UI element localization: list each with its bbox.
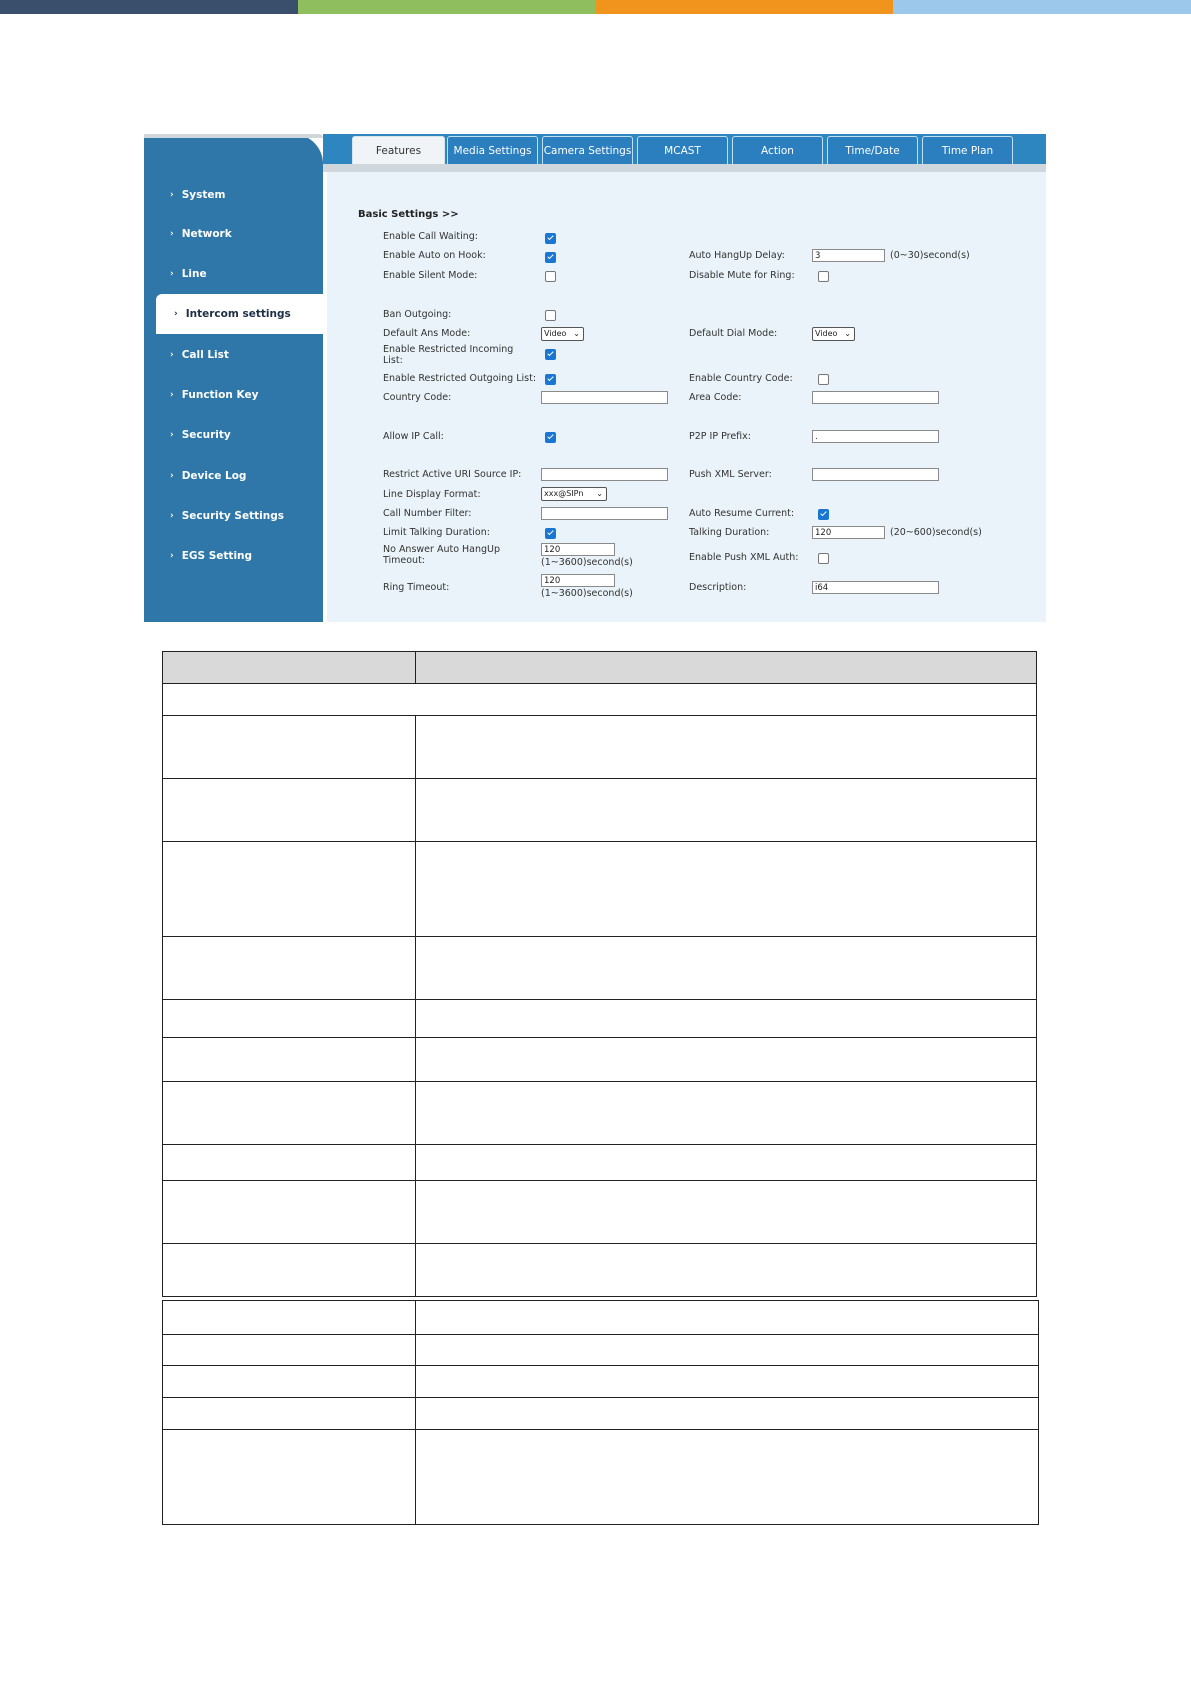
table-section-row	[163, 684, 1037, 716]
line-display-format-select[interactable]	[541, 487, 607, 501]
table-cell	[416, 842, 1037, 937]
p2p-ip-prefix-input[interactable]: .	[812, 430, 939, 443]
sidebar-item-network[interactable]	[144, 214, 323, 254]
table-row	[163, 1244, 1037, 1297]
chevron-right-icon: ›	[170, 511, 174, 521]
table-cell	[163, 779, 416, 842]
tab-action[interactable]: Action	[732, 136, 823, 164]
sidebar-item-intercom-settings[interactable]	[156, 294, 323, 334]
table-cell	[163, 716, 416, 779]
enable-call-waiting-label: Enable Call Waiting:	[383, 231, 478, 242]
push-xml-server-input[interactable]	[812, 468, 939, 481]
default-ans-mode-select[interactable]	[541, 327, 584, 341]
tab-features[interactable]: Features	[352, 136, 445, 164]
enable-country-code-label: Enable Country Code:	[689, 373, 793, 384]
area-code-label: Area Code:	[689, 392, 742, 403]
enable-restricted-outgoing-checkbox[interactable]	[545, 374, 556, 385]
sidebar-item-label: EGS Setting	[181, 550, 253, 562]
tab-underline	[323, 164, 1046, 172]
line-display-format-label: Line Display Format:	[383, 489, 481, 500]
sidebar-item-label: System	[181, 189, 226, 201]
chevron-down-icon: ⌄	[596, 489, 603, 498]
sidebar-item-label: Function Key	[181, 389, 259, 401]
chevron-right-icon: ›	[170, 430, 174, 440]
talking-duration-label: Talking Duration:	[689, 527, 770, 538]
chevron-right-icon: ›	[170, 269, 174, 279]
sidebar-item-system[interactable]	[144, 175, 323, 215]
table-cell	[416, 1082, 1037, 1145]
table-cell	[163, 1366, 416, 1398]
table-row	[163, 779, 1037, 842]
push-xml-server-label: Push XML Server:	[689, 469, 772, 480]
chevron-right-icon: ›	[174, 309, 178, 319]
no-answer-hangup-label: No Answer Auto HangUp Timeout:	[383, 544, 501, 566]
table-cell	[416, 1244, 1037, 1297]
area-code-input[interactable]	[812, 391, 939, 404]
enable-restricted-incoming-label: Enable Restricted Incoming List:	[383, 344, 514, 366]
table-header-cell	[416, 652, 1037, 684]
brand-bar-segment-3	[596, 0, 894, 14]
table-row	[163, 1082, 1037, 1145]
table-row	[163, 842, 1037, 937]
tab-camera-settings[interactable]: Camera Settings	[542, 136, 633, 164]
features-panel	[327, 172, 1046, 622]
sidebar-item-device-log[interactable]	[144, 456, 323, 496]
call-number-filter-label: Call Number Filter:	[383, 508, 472, 519]
auto-hangup-delay-input[interactable]: 3	[812, 249, 885, 262]
sidebar-item-egs-setting[interactable]	[144, 536, 323, 576]
table-row	[163, 716, 1037, 779]
enable-call-waiting-checkbox[interactable]	[545, 233, 556, 244]
brand-color-bar	[0, 0, 1191, 14]
web-ui-screenshot	[144, 134, 1046, 622]
table-cell	[163, 1082, 416, 1145]
chevron-right-icon: ›	[170, 350, 174, 360]
table-row	[163, 1398, 1039, 1430]
sidebar-item-label: Call List	[181, 349, 229, 361]
sidebar	[144, 134, 323, 622]
allow-ip-call-checkbox[interactable]	[545, 432, 556, 443]
table-cell	[163, 1181, 416, 1244]
table-row	[163, 1038, 1037, 1082]
table-row	[163, 1145, 1037, 1181]
allow-ip-call-label: Allow IP Call:	[383, 431, 444, 442]
chevron-down-icon: ⌄	[844, 329, 851, 338]
chevron-down-icon: ⌄	[573, 329, 580, 338]
default-ans-mode-value: Video	[544, 329, 567, 338]
table-header-cell	[163, 652, 416, 684]
chevron-right-icon: ›	[170, 390, 174, 400]
table-cell	[163, 842, 416, 937]
line-display-format-value: xxx@SIPn	[544, 489, 584, 498]
table-cell	[416, 937, 1037, 1000]
table-cell	[416, 1181, 1037, 1244]
enable-auto-on-hook-checkbox[interactable]	[545, 252, 556, 263]
table-row	[163, 1335, 1039, 1366]
p2p-ip-prefix-label: P2P IP Prefix:	[689, 431, 751, 442]
default-dial-mode-label: Default Dial Mode:	[689, 328, 778, 339]
enable-restricted-incoming-checkbox[interactable]	[545, 349, 556, 360]
table-cell	[416, 1430, 1039, 1525]
country-code-label: Country Code:	[383, 392, 452, 403]
table-cell	[163, 1145, 416, 1181]
enable-push-xml-auth-label: Enable Push XML Auth:	[689, 552, 799, 563]
enable-silent-mode-checkbox[interactable]	[545, 271, 556, 282]
brand-bar-segment-4	[893, 0, 1191, 14]
ring-timeout-label: Ring Timeout:	[383, 582, 450, 593]
parameter-table	[162, 651, 1037, 1297]
auto-resume-current-checkbox[interactable]	[818, 509, 829, 520]
table-cell	[163, 1335, 416, 1366]
sidebar-item-call-list[interactable]	[144, 335, 323, 375]
enable-push-xml-auth-checkbox[interactable]	[818, 553, 829, 564]
chevron-right-icon: ›	[170, 229, 174, 239]
ring-timeout-input[interactable]: 120	[541, 574, 615, 587]
sidebar-item-function-key[interactable]	[144, 375, 323, 415]
description-input[interactable]: i64	[812, 581, 939, 594]
table-cell	[163, 1430, 416, 1525]
enable-restricted-outgoing-label: Enable Restricted Outgoing List:	[383, 373, 537, 384]
no-answer-hangup-input[interactable]: 120	[541, 543, 615, 556]
country-code-input[interactable]	[541, 391, 668, 404]
table-cell	[163, 937, 416, 1000]
default-dial-mode-value: Video	[815, 329, 838, 338]
default-ans-mode-label: Default Ans Mode:	[383, 328, 471, 339]
sidebar-item-label: Security	[181, 429, 231, 441]
enable-country-code-checkbox[interactable]	[818, 374, 829, 385]
restrict-active-uri-input[interactable]	[541, 468, 668, 481]
ban-outgoing-checkbox[interactable]	[545, 310, 556, 321]
table-row	[163, 937, 1037, 1000]
table-cell	[416, 1301, 1039, 1335]
auto-hangup-delay-label: Auto HangUp Delay:	[689, 250, 785, 261]
table-row	[163, 1181, 1037, 1244]
description-label: Description:	[689, 582, 747, 593]
table-cell	[163, 684, 1037, 716]
table-cell	[416, 1145, 1037, 1181]
table-cell	[163, 1398, 416, 1430]
tab-mcast[interactable]: MCAST	[637, 136, 728, 164]
table-row	[163, 1000, 1037, 1038]
limit-talking-duration-checkbox[interactable]	[545, 528, 556, 539]
sidebar-item-security[interactable]	[144, 415, 323, 455]
table-cell	[163, 1000, 416, 1038]
brand-bar-segment-2	[298, 0, 596, 14]
table-header-row	[163, 652, 1037, 684]
table-cell	[163, 1244, 416, 1297]
limit-talking-duration-label: Limit Talking Duration:	[383, 527, 490, 538]
table-row	[163, 1366, 1039, 1398]
sidebar-item-label: Intercom settings	[185, 308, 291, 320]
sidebar-item-label: Network	[181, 228, 232, 240]
table-cell	[416, 1366, 1039, 1398]
talking-duration-hint: (20~600)second(s)	[890, 527, 982, 538]
enable-silent-mode-label: Enable Silent Mode:	[383, 270, 478, 281]
table-cell	[163, 1038, 416, 1082]
tab-time-plan[interactable]: Time Plan	[922, 136, 1013, 164]
talking-duration-input[interactable]: 120	[812, 526, 885, 539]
ring-timeout-hint: (1~3600)second(s)	[541, 588, 633, 599]
table-cell	[416, 1335, 1039, 1366]
tab-time-date[interactable]: Time/Date	[827, 136, 918, 164]
sidebar-item-line[interactable]	[144, 254, 323, 294]
tab-bar	[323, 134, 1046, 164]
sidebar-item-label: Line	[181, 268, 207, 280]
disable-mute-for-ring-label: Disable Mute for Ring:	[689, 270, 795, 281]
table-cell	[163, 1301, 416, 1335]
table-cell	[416, 1038, 1037, 1082]
table-cell	[416, 716, 1037, 779]
no-answer-hangup-hint: (1~3600)second(s)	[541, 557, 633, 568]
sidebar-item-label: Security Settings	[181, 510, 284, 522]
tab-media-settings[interactable]: Media Settings	[447, 136, 538, 164]
sidebar-item-security-settings[interactable]	[144, 496, 323, 536]
brand-bar-segment-1	[0, 0, 298, 14]
disable-mute-for-ring-checkbox[interactable]	[818, 271, 829, 282]
table-row	[163, 1301, 1039, 1335]
enable-auto-on-hook-label: Enable Auto on Hook:	[383, 250, 486, 261]
chevron-right-icon: ›	[170, 471, 174, 481]
table-cell	[416, 1000, 1037, 1038]
auto-resume-current-label: Auto Resume Current:	[689, 508, 795, 519]
parameter-table-continued	[162, 1300, 1039, 1525]
restrict-active-uri-label: Restrict Active URI Source IP:	[383, 469, 522, 480]
auto-hangup-delay-hint: (0~30)second(s)	[890, 250, 970, 261]
chevron-right-icon: ›	[170, 551, 174, 561]
sidebar-item-label: Device Log	[181, 470, 247, 482]
default-dial-mode-select[interactable]	[812, 327, 855, 341]
section-title-basic-settings: Basic Settings >>	[358, 209, 459, 220]
table-cell	[416, 779, 1037, 842]
table-row	[163, 1430, 1039, 1525]
ban-outgoing-label: Ban Outgoing:	[383, 309, 452, 320]
chevron-right-icon: ›	[170, 190, 174, 200]
table-cell	[416, 1398, 1039, 1430]
call-number-filter-input[interactable]	[541, 507, 668, 520]
